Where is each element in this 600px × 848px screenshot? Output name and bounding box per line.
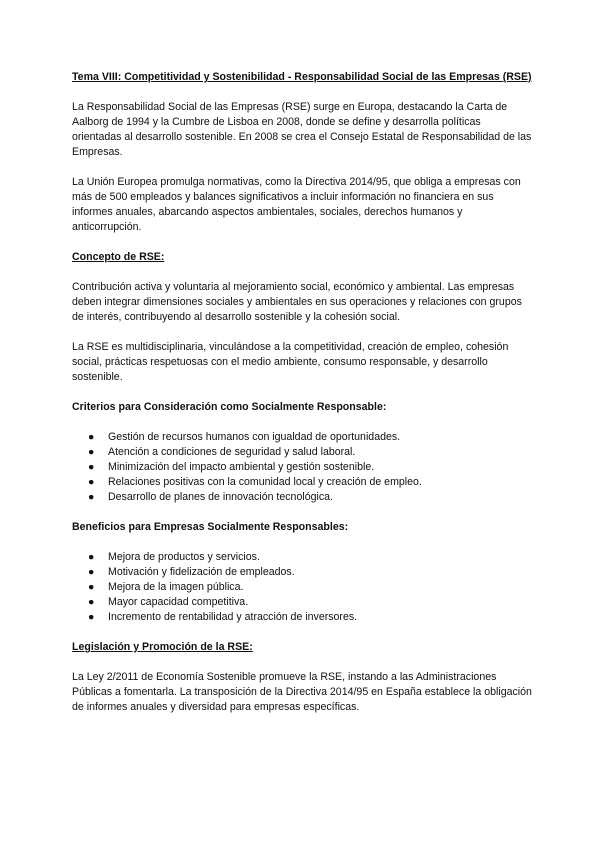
legislacion-paragraph: La Ley 2/2011 de Economía Sostenible promueve la RSE, instando a las Administraciones Públicas a fomentarla. La transposición de la Directiva 2014/95 en España establece la obligación de informes anuales y diversidad para empresas específicas. xyxy=(72,671,532,713)
document-page xyxy=(72,70,532,730)
list-item xyxy=(72,610,532,625)
list-item-text: Incremento de rentabilidad y atracción de inversores. xyxy=(108,611,358,623)
concepto-paragraph: Contribución activa y voluntaria al mejoramiento social, económico y ambiental. Las empresas deben integrar dimensiones sociales y ambientales en sus operaciones y relaciones con grupos de interés, contribuyendo al desarrollo sostenible y la cohesión social. xyxy=(72,281,522,323)
list-item-text: Motivación y fidelización de empleados. xyxy=(108,566,295,578)
list-item-text: Gestión de recursos humanos con igualdad de oportunidades. xyxy=(108,431,401,443)
list-item xyxy=(72,445,532,460)
list-item xyxy=(72,565,532,580)
document-title: Tema VIII: Competitividad y Sostenibilidad - Responsabilidad Social de las Empresas (RSE) xyxy=(72,71,532,83)
section-heading-beneficios: Beneficios para Empresas Socialmente Responsables: xyxy=(72,521,349,533)
list-item xyxy=(72,430,532,445)
bullet-icon: ● xyxy=(88,566,95,578)
bullet-icon: ● xyxy=(88,491,95,503)
section-heading-legislacion: Legislación y Promoción de la RSE: xyxy=(72,641,253,653)
section-heading-criterios: Criterios para Consideración como Socialmente Responsable: xyxy=(72,401,387,413)
bullet-icon: ● xyxy=(88,446,95,458)
bullet-icon: ● xyxy=(88,596,95,608)
bullet-icon: ● xyxy=(88,551,95,563)
list-item xyxy=(72,460,532,475)
bullet-icon: ● xyxy=(88,461,95,473)
list-item xyxy=(72,595,532,610)
list-item-text: Relaciones positivas con la comunidad local y creación de empleo. xyxy=(108,476,422,488)
intro-paragraph: La Responsabilidad Social de las Empresas (RSE) surge en Europa, destacando la Carta de Aalborg de 1994 y la Cumbre de Lisboa en 2008, donde se define y desarrolla políticas orientadas al desarrollo sostenible. En 2008 se crea el Consejo Estatal de Responsabilidad de las Empresas. xyxy=(72,101,532,158)
list-item xyxy=(72,580,532,595)
list-item-text: Mejora de la imagen pública. xyxy=(108,581,244,593)
intro-paragraph: La Unión Europea promulga normativas, como la Directiva 2014/95, que obliga a empresas con más de 500 empleados y balances significativos a incluir información no financiera en sus informes anuales, abarcando aspectos ambientales, sociales, derechos humanos y anticorrupción. xyxy=(72,176,521,233)
bullet-icon: ● xyxy=(88,476,95,488)
bullet-icon: ● xyxy=(88,581,95,593)
list-item-text: Mayor capacidad competitiva. xyxy=(108,596,249,608)
list-item xyxy=(72,550,532,565)
criterios-list xyxy=(72,430,532,505)
bullet-icon: ● xyxy=(88,611,95,623)
list-item xyxy=(72,475,532,490)
list-item-text: Atención a condiciones de seguridad y salud laboral. xyxy=(108,446,356,458)
list-item xyxy=(72,490,532,505)
beneficios-list xyxy=(72,550,532,625)
concepto-paragraph: La RSE es multidisciplinaria, vinculándose a la competitividad, creación de empleo, cohesión social, prácticas respetuosas con el medio ambiente, consumo responsable, y desarrollo sostenible. xyxy=(72,341,509,383)
list-item-text: Mejora de productos y servicios. xyxy=(108,551,260,563)
section-heading-concepto: Concepto de RSE: xyxy=(72,251,165,263)
list-item-text: Desarrollo de planes de innovación tecnológica. xyxy=(108,491,333,503)
list-item-text: Minimización del impacto ambiental y gestión sostenible. xyxy=(108,461,375,473)
bullet-icon: ● xyxy=(88,431,95,443)
